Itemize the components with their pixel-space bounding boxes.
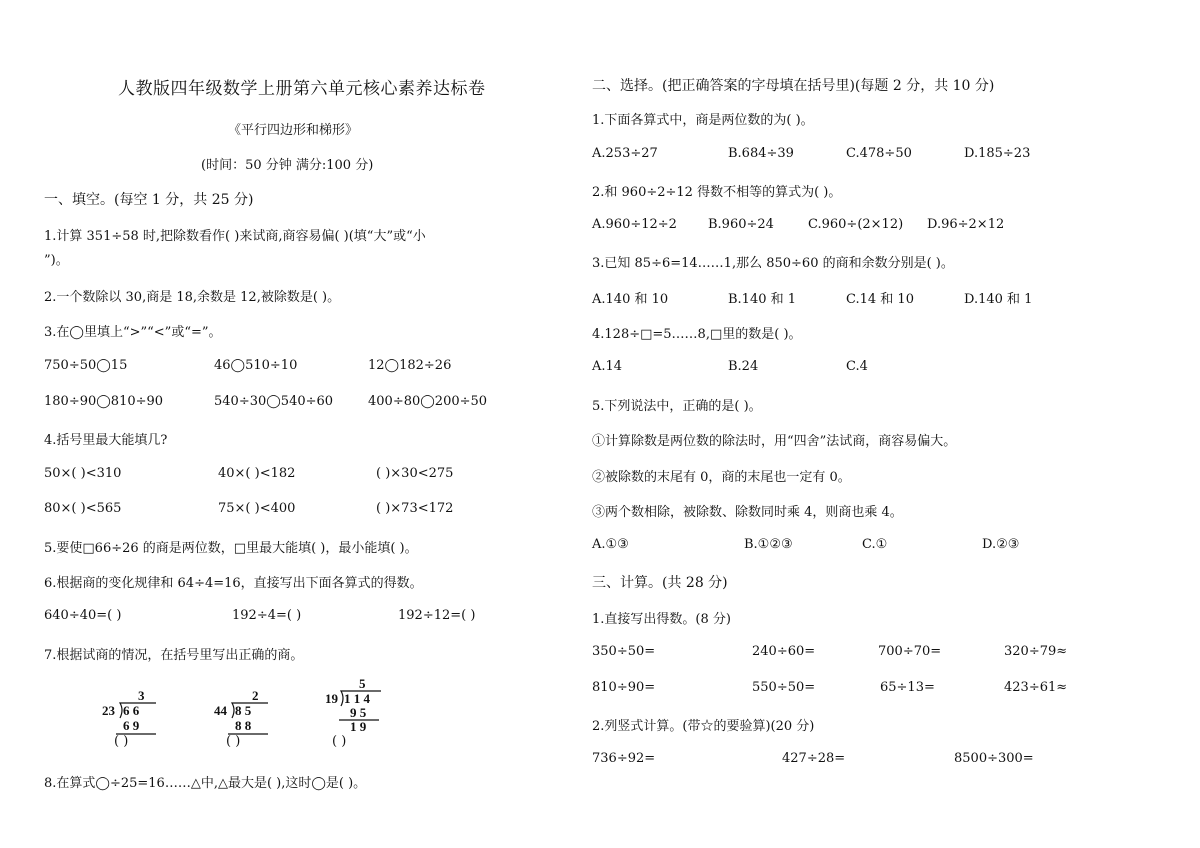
choice-option: A.960÷12÷2 <box>592 217 677 232</box>
division-dividend: 1 1 4 <box>344 691 370 706</box>
question-2-4: 4.128÷□=5……8,□里的数是( )。 <box>592 327 802 342</box>
section-heading-fill-blank: 一、填空。(每空 1 分，共 25 分) <box>44 192 254 208</box>
division-quotient: 3 <box>138 688 145 703</box>
mental-calc-item: 423÷61≈ <box>1004 680 1068 695</box>
question-3-1: 1.直接写出得数。(8 分) <box>592 612 731 627</box>
statement-2: ②被除数的末尾有 0，商的末尾也一定有 0。 <box>592 470 851 485</box>
question-1-5: 5.要使□66÷26 的商是两位数，□里最大能填( )，最小能填( )。 <box>44 541 418 556</box>
mental-calc-item: 350÷50= <box>592 644 656 659</box>
question-1-1-line2: ”)。 <box>44 253 69 268</box>
quotient-rule-item: 192÷4=( ) <box>232 608 302 623</box>
long-division-3 <box>322 676 392 752</box>
question-1-8: 8.在算式◯÷25=16……△中,△最大是( ),这时◯是( )。 <box>44 776 367 791</box>
statement-1: ①计算除数是两位数的除法时，用“四舍”法试商，商容易偏大。 <box>592 434 957 449</box>
question-2-3: 3.已知 85÷6=14……1,那么 850÷60 的商和余数分别是( )。 <box>592 256 954 271</box>
choice-option: D.96÷2×12 <box>927 217 1005 232</box>
question-2-2: 2.和 960÷2÷12 得数不相等的算式为( )。 <box>592 185 842 200</box>
division-quotient: 2 <box>252 688 259 703</box>
question-1-6: 6.根据商的变化规律和 64÷4=16，直接写出下面各算式的得数。 <box>44 576 423 591</box>
question-2-5: 5.下列说法中，正确的是( )。 <box>592 399 762 414</box>
division-answer-blank: ( ) <box>226 734 241 749</box>
section-heading-calculation: 三、计算。(共 28 分) <box>592 575 728 591</box>
inequality-item: 80×( )<565 <box>44 501 122 516</box>
question-1-2: 2.一个数除以 30,商是 18,余数是 12,被除数是( )。 <box>44 290 341 305</box>
choice-option: B.①②③ <box>744 537 793 552</box>
statement-3: ③两个数相除，被除数、除数同时乘 4，则商也乘 4。 <box>592 505 903 520</box>
inequality-item: 50×( )<310 <box>44 466 122 481</box>
page-subtitle: 《平行四边形和梯形》 <box>228 123 359 138</box>
inequality-item: ( )×73<172 <box>376 501 454 516</box>
choice-option: A.253÷27 <box>592 146 658 161</box>
question-2-1: 1.下面各算式中，商是两位数的为( )。 <box>592 113 814 128</box>
page-title: 人教版四年级数学上册第六单元核心素养达标卷 <box>118 79 486 99</box>
quotient-rule-item: 192÷12=( ) <box>398 608 476 623</box>
choice-option: B.24 <box>728 359 759 374</box>
choice-option: B.140 和 1 <box>728 292 797 307</box>
division-product: 6 9 <box>123 718 140 733</box>
choice-option: C.478÷50 <box>846 146 912 161</box>
choice-option: B.960÷24 <box>708 217 774 232</box>
choice-option: D.②③ <box>982 537 1020 552</box>
mental-calc-item: 810÷90= <box>592 680 656 695</box>
division-answer-blank: ( ) <box>332 734 347 749</box>
compare-item: 750÷50◯15 <box>44 358 128 373</box>
division-product: 9 5 <box>350 705 367 720</box>
compare-item: 12◯182÷26 <box>368 358 452 373</box>
inequality-item: 75×( )<400 <box>218 501 296 516</box>
long-division-2 <box>210 688 280 752</box>
column-calc-item: 427÷28= <box>782 751 846 766</box>
choice-option: C.14 和 10 <box>846 292 914 307</box>
compare-item: 180÷90◯810÷90 <box>44 394 164 409</box>
question-1-3: 3.在◯里填上“>”“<”或“=”。 <box>44 325 222 340</box>
mental-calc-item: 240÷60= <box>752 644 816 659</box>
choice-option: C.960÷(2×12) <box>808 217 904 232</box>
choice-option: A.140 和 10 <box>592 292 669 307</box>
compare-item: 400÷80◯200÷50 <box>368 394 488 409</box>
choice-option: C.4 <box>846 359 868 374</box>
section-heading-choice: 二、选择。(把正确答案的字母填在括号里)(每题 2 分，共 10 分) <box>592 78 995 94</box>
division-product: 8 8 <box>235 718 252 733</box>
division-quotient: 5 <box>359 676 366 691</box>
choice-option: C.① <box>862 537 888 552</box>
column-calc-item: 736÷92= <box>592 751 656 766</box>
column-calc-item: 8500÷300= <box>954 751 1034 766</box>
inequality-item: 40×( )<182 <box>218 466 296 481</box>
division-divisor: 19 <box>325 691 338 706</box>
compare-item: 540÷30◯540÷60 <box>214 394 334 409</box>
choice-option: A.①③ <box>592 537 629 552</box>
compare-item: 46◯510÷10 <box>214 358 298 373</box>
question-3-2: 2.列竖式计算。(带☆的要验算)(20 分) <box>592 719 815 734</box>
choice-option: B.684÷39 <box>728 146 794 161</box>
question-1-7: 7.根据试商的情况，在括号里写出正确的商。 <box>44 648 304 663</box>
division-answer-blank: ( ) <box>114 734 129 749</box>
choice-option: A.14 <box>592 359 623 374</box>
inequality-item: ( )×30<275 <box>376 466 454 481</box>
division-dividend: 8 5 <box>235 703 252 718</box>
question-1-1-line1: 1.计算 351÷58 时,把除数看作( )来试商,商容易偏( )(填“大”或“小 <box>44 229 426 244</box>
division-remainder: 1 9 <box>350 719 367 734</box>
division-divisor: 23 <box>102 703 115 718</box>
choice-option: D.185÷23 <box>964 146 1031 161</box>
long-division-1 <box>98 688 168 752</box>
mental-calc-item: 65÷13= <box>880 680 935 695</box>
division-divisor: 44 <box>214 703 227 718</box>
quotient-rule-item: 640÷40=( ) <box>44 608 122 623</box>
mental-calc-item: 320÷79≈ <box>1004 644 1068 659</box>
division-dividend: 6 6 <box>123 703 140 718</box>
question-1-4: 4.括号里最大能填几? <box>44 433 168 448</box>
mental-calc-item: 700÷70= <box>878 644 942 659</box>
choice-option: D.140 和 1 <box>964 292 1033 307</box>
time-info: (时间：50 分钟 满分:100 分) <box>201 158 374 173</box>
mental-calc-item: 550÷50= <box>752 680 816 695</box>
